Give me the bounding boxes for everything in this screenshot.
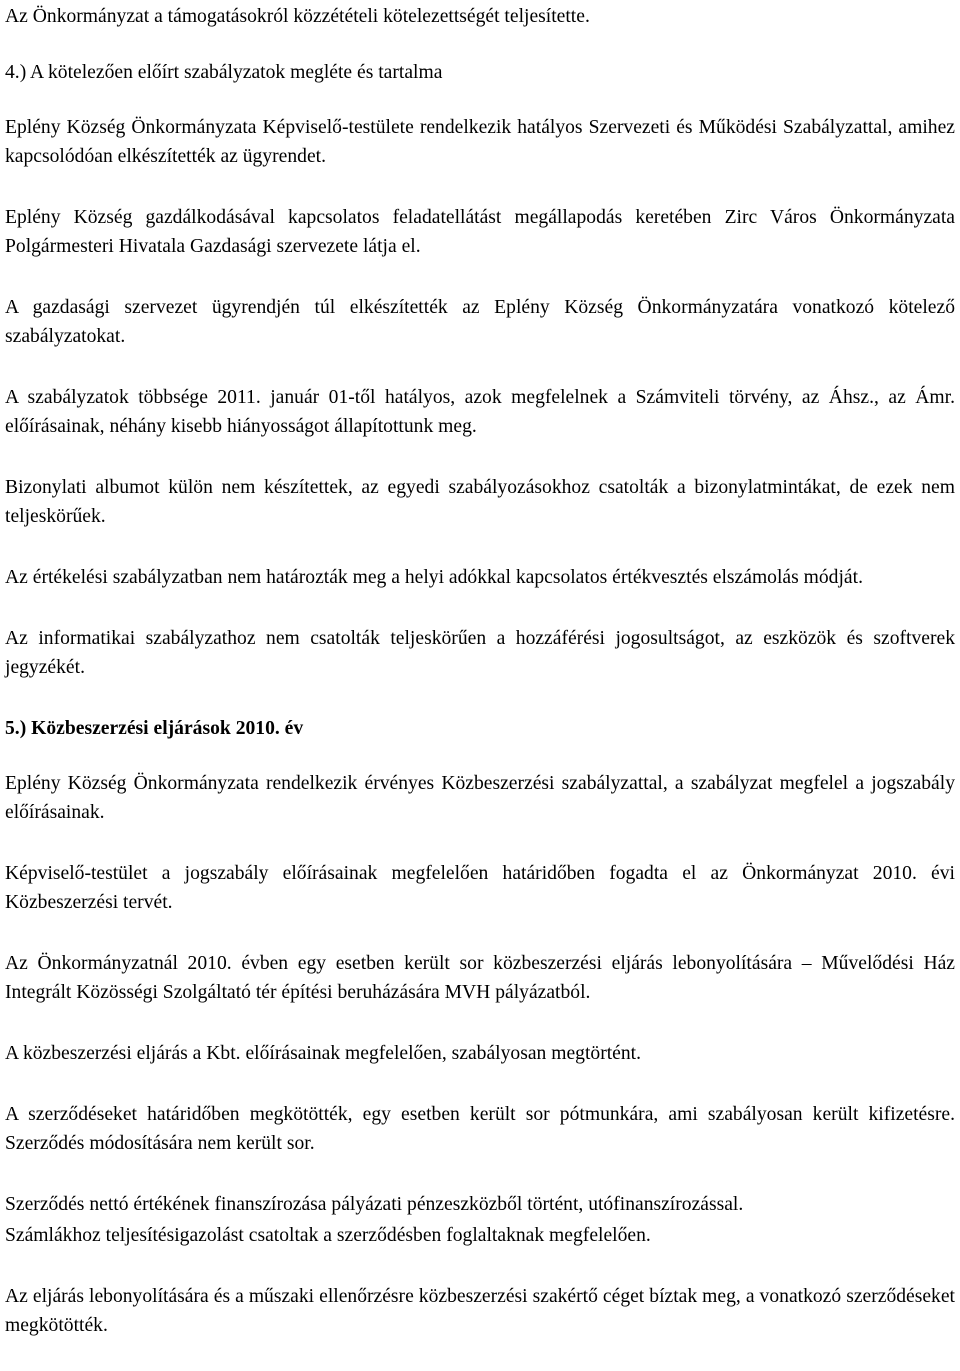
section-5-heading: 5.) Közbeszerzési eljárások 2010. év: [5, 718, 304, 739]
section-5-paragraph: A szerződéseket határidőben megkötötték, egy esetben került sor pótmunkára, ami szabályosan került kifizetésre. Szerződés módosítására nem került sor.: [5, 1104, 955, 1154]
section-4-paragraph: Az informatikai szabályzathoz nem csatolták teljeskörűen a hozzáférési jogosultságot, az eszközök és szoftverek jegyzékét.: [5, 628, 955, 678]
section-5-paragraph: Eplény Község Önkormányzata rendelkezik érvényes Közbeszerzési szabályzattal, a szabályzat megfelel a jogszabály előírásainak.: [5, 773, 955, 823]
section-4-paragraph: Az értékelési szabályzatban nem határozták meg a helyi adókkal kapcsolatos értékvesztés elszámolás módját.: [5, 567, 863, 588]
section-4-paragraph: A gazdasági szervezet ügyrendjén túl elkészítették az Eplény Község Önkormányzatára vonatkozó kötelező szabályzatokat.: [5, 297, 955, 347]
section-5-paragraph: Szerződés nettó értékének finanszírozása pályázati pénzeszközből történt, utófinanszírozással.: [5, 1194, 744, 1215]
section-5-paragraph: Az Önkormányzatnál 2010. évben egy esetben került sor közbeszerzési eljárás lebonyolítására – Művelődési Ház Integrált Közösségi Szolgáltató tér építési beruházására MVH pályázatból.: [5, 953, 955, 1003]
section-4-paragraph: A szabályzatok többsége 2011. január 01-től hatályos, azok megfelelnek a Számviteli törvény, az Áhsz., az Ámr. előírásainak, néhány kisebb hiányosságot állapítottunk meg.: [5, 387, 955, 437]
section-5-paragraph: Számlákhoz teljesítésigazolást csatoltak a szerződésben foglaltaknak megfelelően.: [5, 1225, 651, 1246]
section-4-paragraph: Eplény Község gazdálkodásával kapcsolatos feladatellátást megállapodás keretében Zirc Város Önkormányzata Polgármesteri Hivatala Gazdasági szervezete látja el.: [5, 207, 955, 257]
section-5-paragraph: Képviselő-testület a jogszabály előírásainak megfelelően határidőben fogadta el az Önkormányzat 2010. évi Közbeszerzési tervét.: [5, 863, 955, 913]
section-4-heading: 4.) A kötelezően előírt szabályzatok megléte és tartalma: [5, 62, 443, 83]
section-5-paragraph: Az eljárás lebonyolítására és a műszaki ellenőrzésre közbeszerzési szakértő céget bíztak meg, a vonatkozó szerződéseket megkötötték.: [5, 1286, 955, 1336]
intro-paragraph: Az Önkormányzat a támogatásokról közzétételi kötelezettségét teljesítette.: [5, 6, 590, 27]
section-5-paragraph: A közbeszerzési eljárás a Kbt. előírásainak megfelelően, szabályosan megtörtént.: [5, 1043, 641, 1064]
section-4-paragraph: Eplény Község Önkormányzata Képviselő-testülete rendelkezik hatályos Szervezeti és Működési Szabályzattal, amihez kapcsolódóan elkészítették az ügyrendet.: [5, 117, 955, 167]
section-4-paragraph: Bizonylati albumot külön nem készítettek, az egyedi szabályozásokhoz csatolták a bizonylatmintákat, de ezek nem teljeskörűek.: [5, 477, 955, 527]
